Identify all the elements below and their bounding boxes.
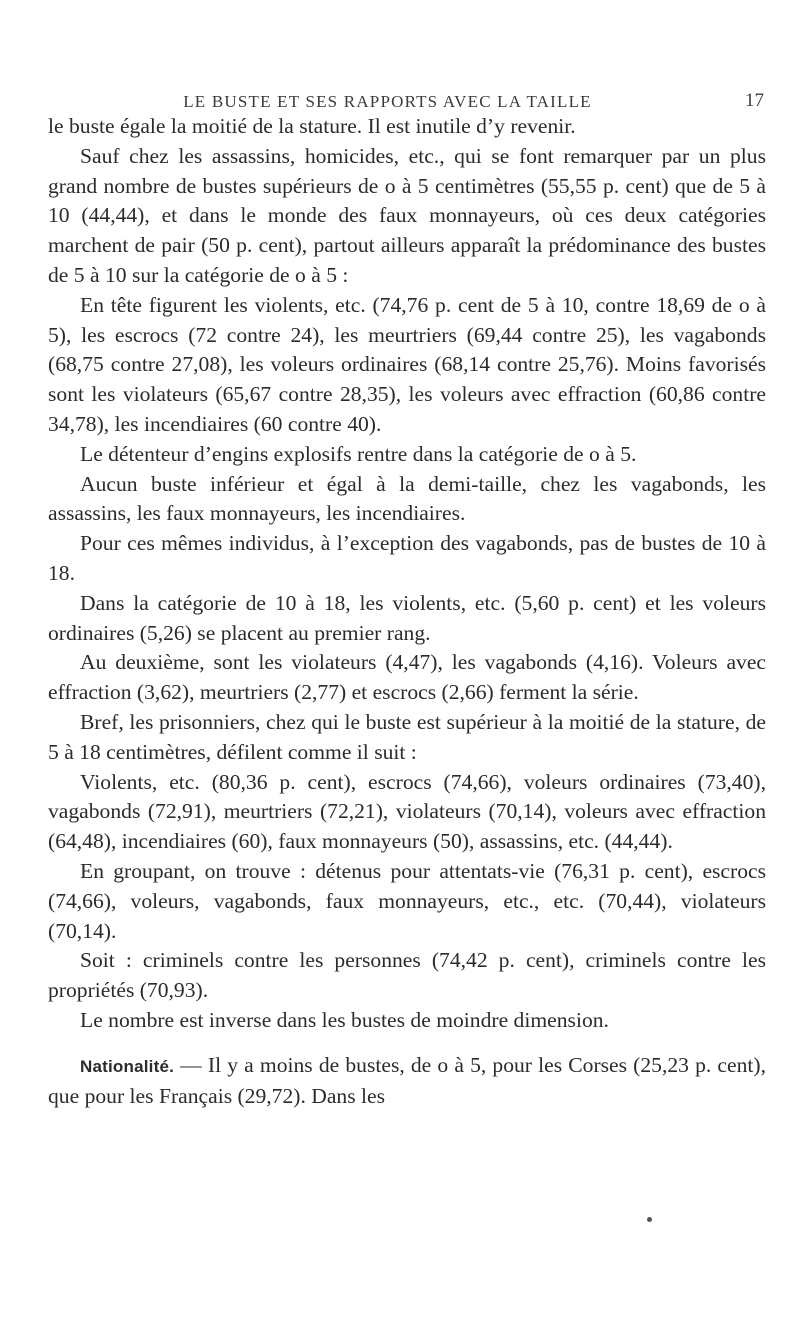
nationality-text: — Il y a moins de bustes, de o à 5, pour les Corses (25,23 p. cent), que pour les Français (29,72). Dans les xyxy=(48,1052,766,1108)
paragraph-inverse: Le nombre est inverse dans les bustes de moindre dimension. xyxy=(80,1007,609,1032)
section-label-nationality: Nationalité. xyxy=(80,1056,175,1076)
paragraph-summary-intro: Bref, les prisonniers, chez qui le buste est supérieur à la moitié de la stature, de 5 à 18 centimètres, défilent comme il suit : xyxy=(48,709,766,764)
body-text xyxy=(48,112,766,1111)
paragraph-continuation: le buste égale la moitié de la stature. Il est inutile d’y revenir. xyxy=(48,114,576,138)
running-title: LE BUSTE ET SES RAPPORTS AVEC LA TAILLE xyxy=(183,92,592,111)
page-number: 17 xyxy=(745,90,764,111)
paragraph-assassins-exception: Sauf chez les assassins, homicides, etc., qui se font remarquer par un plus grand nombre de bustes supérieurs de o à 5 centimètres (55,55 p. cent) que de 5 à 10 (44,44), et dans le monde des faux monnayeurs, où ces deux catégories marchent de pair (50 p. cent), partout ailleurs apparaît la prédominance des bustes de 5 à 10 sur la catégorie de o à 5 : xyxy=(48,143,766,287)
paragraph-10-18-first: Dans la catégorie de 10 à 18, les violents, etc. (5,60 p. cent) et les voleurs ordinaires (5,26) se placent au premier rang. xyxy=(48,590,766,645)
paragraph-no-inferior-bust: Aucun buste inférieur et égal à la demi-taille, chez les vagabonds, les assassins, les faux monnayeurs, les incendiaires. xyxy=(48,471,766,526)
paragraph-persons-vs-property: Soit : criminels contre les personnes (74,42 p. cent), criminels contre les propriétés (70,93). xyxy=(48,948,766,1003)
paragraph-no-10-18: Pour ces mêmes individus, à l’exception des vagabonds, pas de bustes de 10 à 18. xyxy=(48,531,766,585)
paragraph-explosives: Le détenteur d’engins explosifs rentre dans la catégorie de o à 5. xyxy=(80,441,637,466)
paragraph-summary-list: Violents, etc. (80,36 p. cent), escrocs (74,66), voleurs ordinaires (73,40), vagabonds (72,91), meurtriers (72,21), violateurs (70,14), voleurs avec effraction (64,48), incendiaires (60), faux monnayeurs (50), assassins, etc. (44,44). xyxy=(48,769,766,854)
paragraph-10-18-second: Au deuxième, sont les violateurs (4,47), les vagabonds (4,16). Voleurs avec effraction (3,62), meurtriers (2,77) et escrocs (2,66) ferment la série. xyxy=(48,650,766,705)
paragraph-nationality xyxy=(48,1051,766,1112)
paragraph-ranking-head: En tête figurent les violents, etc. (74,76 p. cent de 5 à 10, contre 18,69 de o à 5), les escrocs (72 contre 24), les meurtriers (69,44 contre 25), les vagabonds (68,75 contre 27,08), les voleurs ordinaires (68,14 contre 25,76). Moins favorisés sont les violateurs (65,67 contre 28,35), les voleurs avec effraction (60,86 contre 34,78), les incendiaires (60 contre 40). xyxy=(48,292,766,436)
paragraph-grouping: En groupant, on trouve : détenus pour attentats-vie (76,31 p. cent), escrocs (74,66), voleurs, vagabonds, faux monnayeurs, etc., etc. (70,44), violateurs (70,14). xyxy=(48,858,766,943)
ink-dot-mark xyxy=(647,1217,652,1222)
